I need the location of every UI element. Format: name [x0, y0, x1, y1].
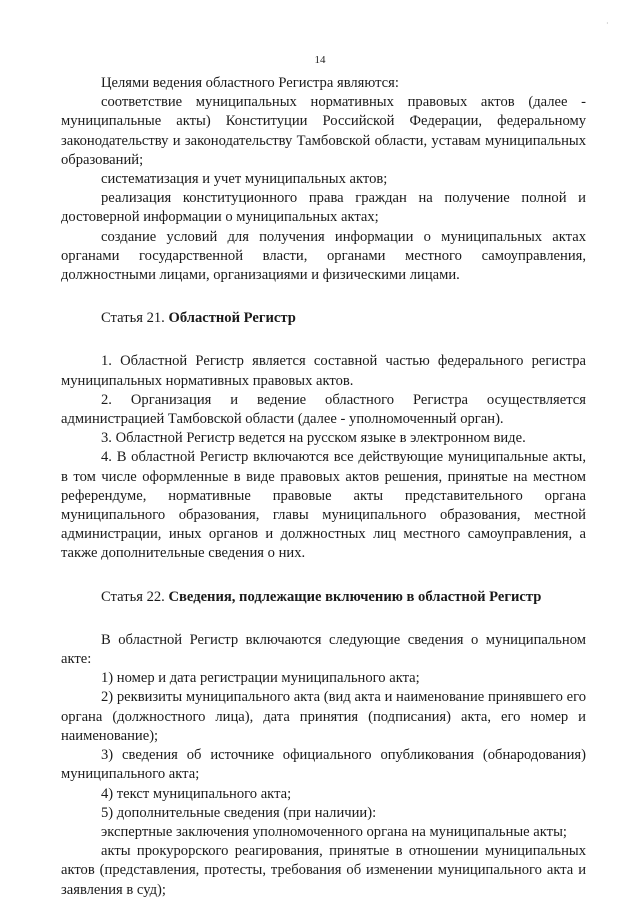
article-22-list-item: 4) текст муниципального акта;: [101, 785, 292, 802]
article-22-paragraph: В областной Регистр включаются следующие сведения о муниципальном акте:: [61, 631, 586, 668]
article-22-list-item: 5) дополнительные сведения (при наличии):: [101, 804, 377, 821]
intro-paragraph: систематизация и учет муниципальных актов;: [101, 171, 388, 188]
article-22-title: Сведения, подлежащие включению в областной Регистр: [168, 588, 542, 605]
article-21-paragraph: 2. Организация и ведение областного Регистра осуществляется администрацией Тамбовской области (далее - уполномоченный орган).: [61, 391, 586, 428]
intro-paragraph: реализация конституционного права граждан на получение полной и достоверной информации о муниципальных актах;: [61, 190, 586, 226]
corner-mark: ·: [606, 19, 609, 28]
article-21-title: Областной Регистр: [168, 310, 296, 327]
article-22-list-item: 2) реквизиты муниципального акта (вид акта и наименование принявшего его органа (должностного лица), дата принятия (подписания) акта, его номер и наименование);: [61, 689, 586, 744]
intro-paragraph: соответствие муниципальных нормативных правовых актов (далее - муниципальные акты) Конституции Российской Федерации, федеральному законодательству и законодательству Тамбовской области, уставам муниципальных образований;: [61, 94, 586, 168]
intro-paragraph: создание условий для получения информации о муниципальных актах органами государственной власти, органами местного самоуправления, должностными лицами, организациями и физическими лицами.: [61, 228, 586, 284]
intro-paragraph: Целями ведения областного Регистра являются:: [101, 75, 399, 91]
article-21-paragraph: 3. Областной Регистр ведется на русском языке в электронном виде.: [101, 430, 526, 447]
article-22-list-item: акты прокурорского реагирования, принятые в отношении муниципальных актов (представления, протесты, требования об изменении муниципального акта и заявления в суд);: [61, 843, 586, 898]
article-22-list-item: 1) номер и дата регистрации муниципального акта;: [101, 670, 420, 687]
article-21-prefix: Статья 21.: [101, 310, 169, 327]
article-22-prefix: Статья 22.: [101, 588, 169, 605]
page-number: 14: [314, 54, 326, 66]
document-body: [61, 74, 586, 900]
article-22-list-item: 3) сведения об источнике официального опубликования (обнародования) муниципального акта;: [61, 747, 586, 783]
article-21-heading: [61, 309, 586, 328]
article-22-list-item: экспертные заключения уполномоченного органа на муниципальные акты;: [101, 823, 567, 840]
article-21-paragraph: 4. В областной Регистр включаются все действующие муниципальные акты, в том числе оформленные в виде правовых актов решения, принятые на местном референдуме, нормативные правовые акты представительного органа муниципального образования, главы муниципального образования, местной администрации, иных органов и должностных лиц местного самоуправления, а также дополнительные сведения о них.: [61, 449, 586, 562]
article-21-paragraph: 1. Областной Регистр является составной частью федерального регистра муниципальных нормативных правовых актов.: [61, 353, 586, 389]
article-22-heading: [61, 588, 586, 607]
